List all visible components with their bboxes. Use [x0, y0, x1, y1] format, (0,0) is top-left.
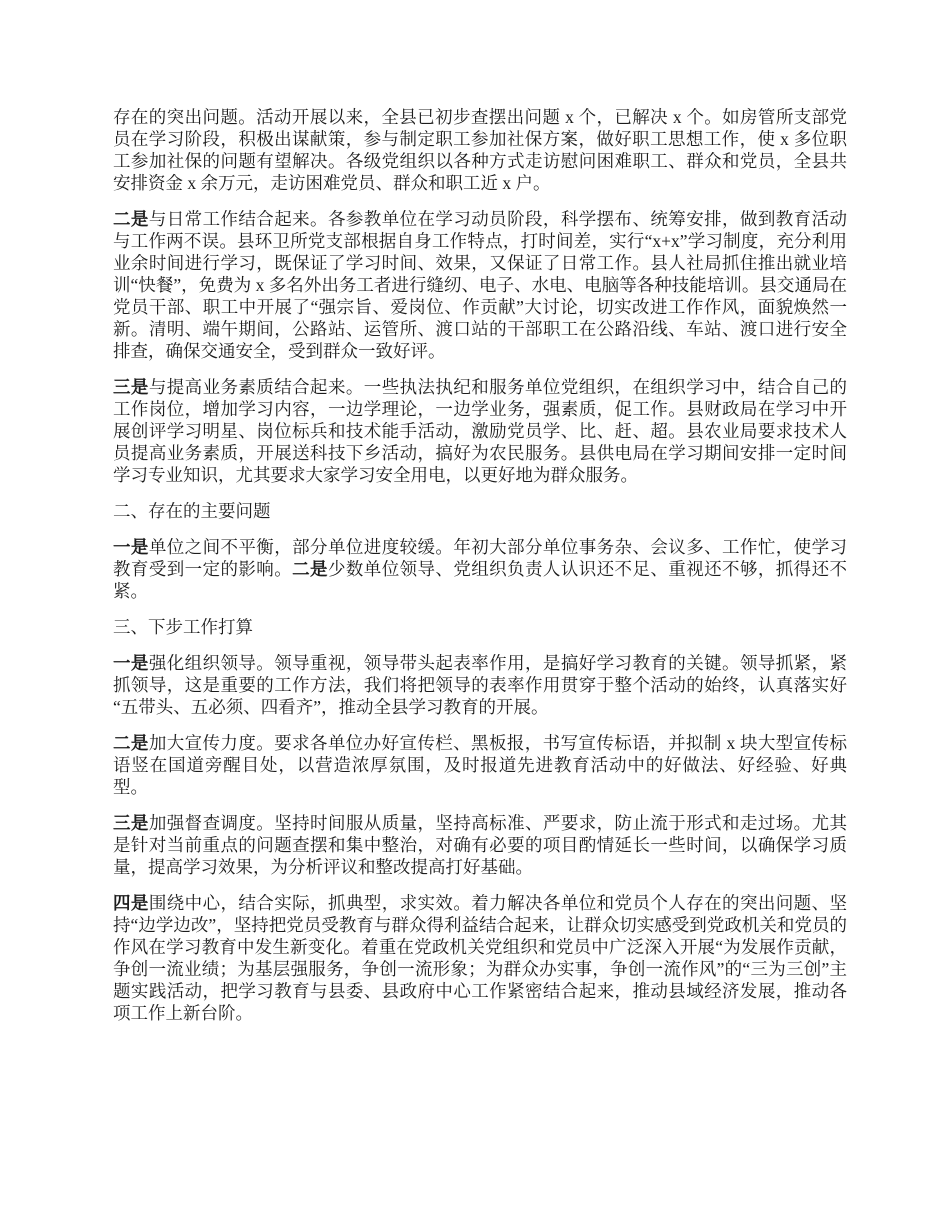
paragraph-step-focus-center — [113, 892, 847, 1024]
paragraph-lead: 三是 — [113, 813, 149, 833]
paragraph-text: 单位之间不平衡，部分单位进度较缓。年初大部分单位事务杂、会议多、工作忙，使学习教育受到一定的影响。 — [113, 537, 848, 579]
section-heading-next-steps: 三、下步工作打算 — [113, 617, 253, 637]
paragraph-text: 少数单位领导、党组织负责人认识还不足、重视还不够，抓得还不紧。 — [113, 559, 848, 601]
paragraph-step-strengthen-supervision — [113, 812, 847, 878]
paragraph-lead: 四是 — [113, 893, 149, 913]
paragraph-step-strengthen-leadership — [113, 652, 847, 718]
paragraph-activity-results-continuation — [113, 106, 847, 194]
paragraph-text: 与提高业务素质结合起来。一些执法执纪和服务单位党组织，在组织学习中，结合自己的工作岗位，增加学习内容，一边学理论，一边学业务，强素质，促工作。县财政局在学习中开展创评学习明星、岗位标兵和技术能手活动，激励党员学、比、赶、超。县农业局要求技术人员提高业务素质，开展送科技下乡活动，搞好为农民服务。县供电局在学习期间安排一定时间学习专业知识，尤其要求大家学习安全用电，以更好地为群众服务。 — [113, 377, 848, 485]
paragraph-lead: 一是 — [113, 537, 149, 557]
paragraph-lead: 二是 — [292, 559, 328, 579]
paragraph-step-increase-publicity — [113, 732, 847, 798]
paragraph-text: 存在的突出问题。活动开展以来，全县已初步查摆出问题 x 个，已解决 x 个。如房管所支部党员在学习阶段，积极出谋献策，参与制定职工参加社保方案，做好职工思想工作，使 x 多位职工参加社保的问题有望解决。各级党组织以各种方式走访慰问困难职工、群众和党员，全县共安排资金 x 余万元，走访困难党员、群众和职工近 x 户。 — [113, 107, 847, 193]
paragraph-improve-professional-quality — [113, 376, 847, 486]
paragraph-text: 加强督查调度。坚持时间服从质量，坚持高标准、严要求，防止流于形式和走过场。尤其是针对当前重点的问题查摆和集中整治，对确有必要的项目酌情延长一些时间，以确保学习质量，提高学习效果，为分析评议和整改提高打好基础。 — [113, 813, 848, 877]
paragraph-text: 强化组织领导。领导重视，领导带头起表率作用，是搞好学习教育的关键。领导抓紧，紧抓领导，这是重要的工作方法，我们将把领导的表率作用贯穿于整个活动的始终，认真落实好“五带头、五必须、四看齐”，推动全县学习教育的开展。 — [113, 653, 848, 717]
paragraph-text: 与日常工作结合起来。各参教单位在学习动员阶段，科学摆布、统筹安排，做到教育活动与工作两不误。县环卫所党支部根据自身工作特点，打时间差，实行“x+x”学习制度，充分利用业余时间进行学习，既保证了学习时间、效果，又保证了日常工作。县人社局抓住推出就业培训“快餐”，免费为 x 多名外出务工者进行缝纫、电子、水电、电脑等各种技能培训。县交通局在党员干部、职工中开展了“强宗旨、爱岗位、作贡献”大讨论，切实改进工作作风，面貌焕然一新。清明、端午期间，公路站、运管所、渡口站的干部职工在公路沿线、车站、渡口进行安全排查，确保交通安全，受到群众一致好评。 — [113, 209, 848, 361]
paragraph-lead: 一是 — [113, 653, 149, 673]
section-heading-main-problems: 二、存在的主要问题 — [113, 501, 271, 521]
paragraph-main-problems — [113, 536, 847, 602]
document-body — [113, 106, 847, 1038]
paragraph-text: 加大宣传力度。要求各单位办好宣传栏、黑板报，书写宣传标语，并拟制 x 块大型宣传标语竖在国道旁醒目处，以营造浓厚氛围，及时报道先进教育活动中的好做法、好经验、好典型。 — [113, 733, 848, 797]
paragraph-lead: 二是 — [113, 209, 149, 229]
paragraph-combine-daily-work — [113, 208, 847, 362]
paragraph-lead: 二是 — [113, 733, 149, 753]
paragraph-lead: 三是 — [113, 377, 149, 397]
paragraph-text: 围绕中心，结合实际，抓典型，求实效。着力解决各单位和党员个人存在的突出问题、坚持“边学边改”，坚持把党员受教育与群众得利益结合起来，让群众切实感受到党政机关和党员的作风在学习教育中发生新变化。着重在党政机关党组织和党员中广泛深入开展“为发展作贡献，争创一流业绩；为基层强服务，争创一流形象；为群众办实事，争创一流作风”的“三为三创”主题实践活动，把学习教育与县委、县政府中心工作紧密结合起来，推动县域经济发展，推动各项工作上新台阶。 — [113, 893, 848, 1023]
